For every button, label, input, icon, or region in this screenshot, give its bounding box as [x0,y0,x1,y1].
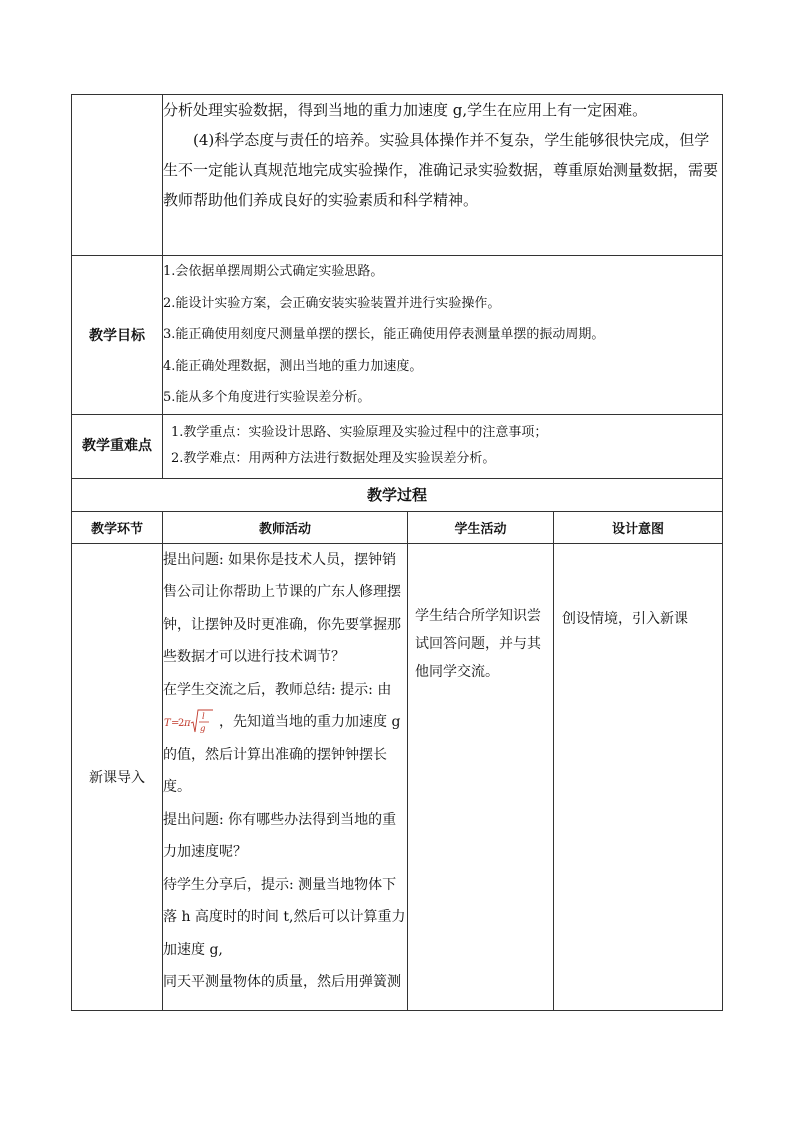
analysis-row [72,95,723,256]
summary-suffix: ，先知道当地的重力加速度 g 的值，然后计算出准确的摆钟钟摆长度。 [163,714,401,795]
objective-item: 1.会依据单摆周期公式确定实验思路。 [163,264,384,279]
teacher-summary [163,674,407,804]
svg-text:l: l [202,712,205,722]
header-teacher: 教师活动 [163,511,408,543]
teacher-hint-continued: 同天平测量物体的质量，然后用弹簧测 [163,974,401,990]
period-formula [163,707,219,737]
student-activity-cell: 学生结合所学知识尝试回答问题，并与其他同学交流。 [408,543,554,1010]
lesson-plan-table [71,94,723,1011]
attitude-paragraph: (4)科学态度与责任的培养。实验具体操作并不复杂，学生能够很快完成，但学生不一定能认真规范地完成实验操作，准确记录实验数据，尊重原始测量数据，需要教师帮助他们养成良好的实验素质和科学精神。 [163,131,719,209]
objective-item: 3.能正确使用刻度尺测量单摆的摆长，能正确使用停表测量单摆的振动周期。 [163,327,605,342]
svg-text:π: π [184,718,191,729]
teacher-question-2: 提出问题: 你有哪些办法得到当地的重力加速度呢？ [163,811,397,860]
svg-text:2: 2 [178,718,185,729]
process-header-row [72,511,723,543]
objective-item: 5.能从多个角度进行实验误差分析。 [163,390,371,405]
teacher-activity-cell [163,543,408,1010]
stage-cell: 新课导入 [72,543,163,1010]
teacher-question-1: 提出问题: 如果你是技术人员，摆钟销售公司让你帮助上节课的广东人修理摆钟，让摆钟及时更准确，你先要掌握那些数据才可以进行技术调节？ [163,551,401,665]
header-student: 学生活动 [408,511,554,543]
process-title: 教学过程 [72,478,723,511]
difficulties-label: 教学重难点 [72,414,163,478]
analysis-content [163,95,723,256]
svg-text:g: g [200,724,206,734]
period-formula-graphic [163,707,219,737]
difficulty-item: 2.教学难点：用两种方法进行数据处理及实验误差分析。 [171,450,496,466]
svg-text:T: T [164,718,171,729]
objectives-row [72,256,723,415]
analysis-line: 分析处理实验数据，得到当地的重力加速度 g,学生在应用上有一定困难。 [163,101,648,119]
objective-item: 4.能正确处理数据，测出当地的重力加速度。 [163,358,423,374]
summary-prefix: 在学生交流之后，教师总结: 提示: 由 [163,681,392,698]
process-title-row [72,478,723,511]
header-stage: 教学环节 [72,511,163,543]
objective-item: 2.能设计实验方案，会正确安装实验装置并进行实验操作。 [163,295,501,311]
design-intent-cell: 创设情境，引入新课 [554,543,723,1010]
empty-label-cell [72,95,163,256]
difficulty-item: 1.教学重点：实验设计思路、实验原理及实验过程中的注意事项； [171,424,548,440]
svg-text:=: = [171,718,180,729]
objectives-label: 教学目标 [72,256,163,415]
difficulties-content [163,414,723,478]
header-intent: 设计意图 [554,511,723,543]
teacher-hint: 待学生分享后，提示: 测量当地物体下落 h 高度时的时间 t,然后可以计算重力加速度 g, [163,876,406,958]
intro-row [72,543,723,1010]
difficulties-row [72,414,723,478]
objectives-content [163,256,723,415]
